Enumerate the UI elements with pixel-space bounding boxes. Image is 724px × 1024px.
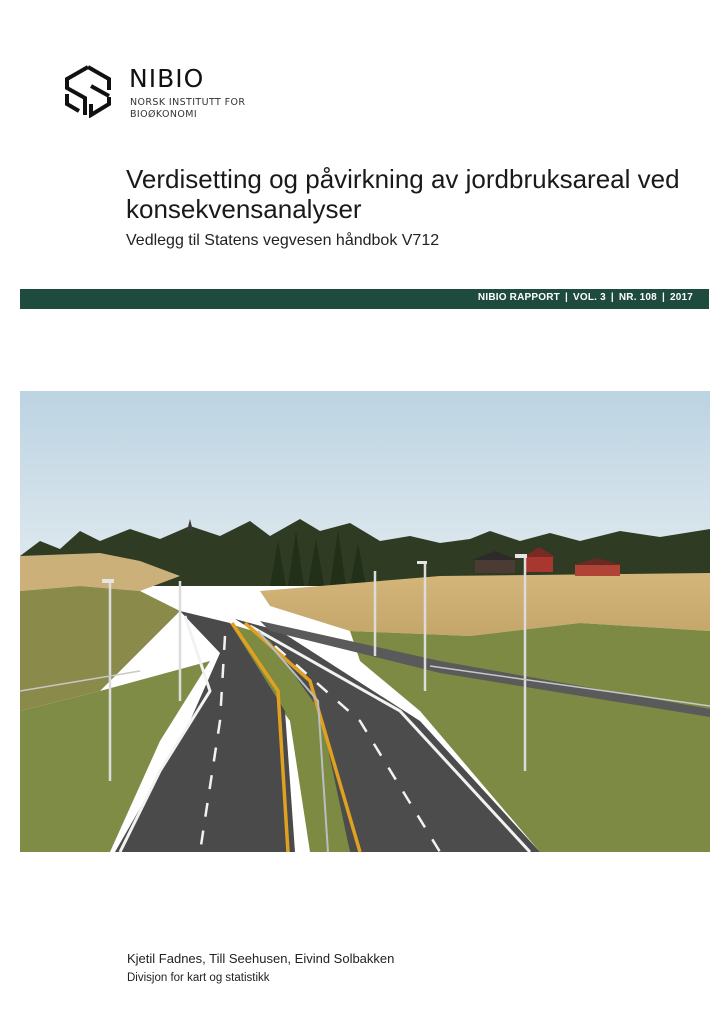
cover-photo-highway: [20, 391, 710, 852]
logo-subtitle-line2: BIOØKONOMI: [130, 109, 198, 120]
red-house: [575, 564, 620, 576]
series-separator: |: [661, 292, 665, 303]
series-separator: |: [564, 292, 568, 303]
logo-wordmark: NIBIO: [129, 64, 205, 93]
division: Divisjon for kart og statistikk: [127, 972, 270, 984]
series-year: 2017: [669, 292, 693, 303]
report-title: Verdisetting og påvirkning av jordbruksareal ved konsekvensanalyser: [126, 164, 680, 224]
series-name: NIBIO RAPPORT: [477, 292, 560, 303]
series-info: [478, 292, 693, 303]
barn-red: [525, 556, 553, 572]
series-band: [20, 289, 709, 309]
series-volume: VOL. 3: [572, 292, 606, 303]
farmhouse: [475, 559, 515, 573]
nibio-hexagon-icon: [63, 64, 113, 118]
series-number: NR. 108: [618, 292, 657, 303]
highway-landscape-illustration: [20, 391, 710, 852]
authors: Kjetil Fadnes, Till Seehusen, Eivind Solbakken: [127, 951, 395, 966]
report-subtitle: Vedlegg til Statens vegvesen håndbok V712: [126, 232, 440, 249]
logo-subtitle-line1: NORSK INSTITUTT FOR: [130, 97, 246, 108]
nibio-logo: [63, 64, 263, 124]
series-separator: |: [610, 292, 614, 303]
